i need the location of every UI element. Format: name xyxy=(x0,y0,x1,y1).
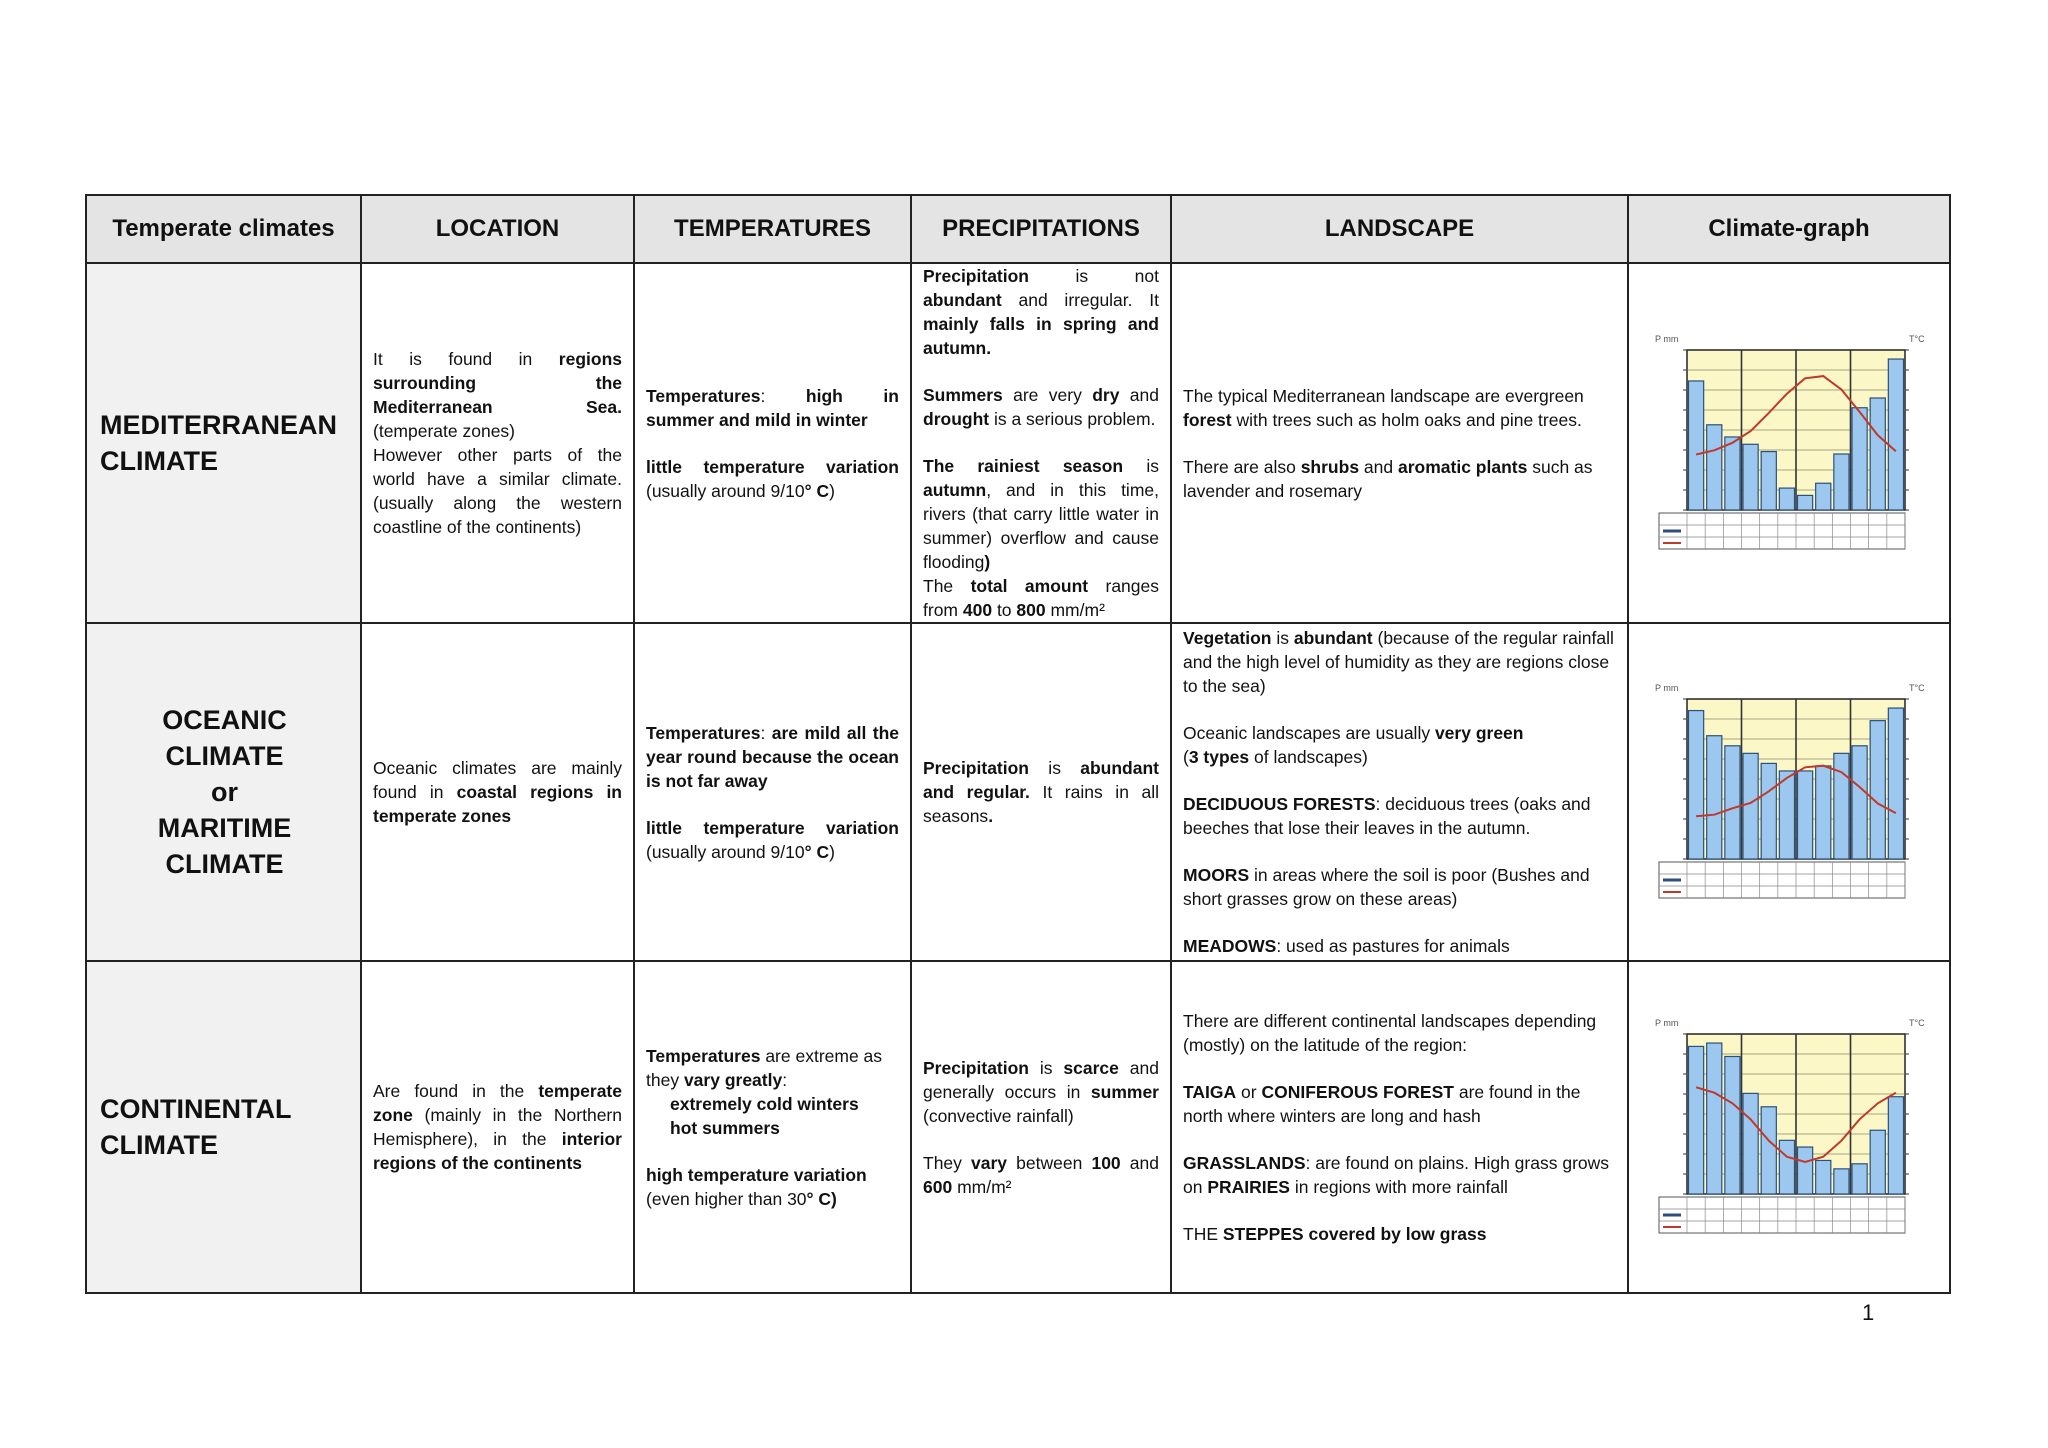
bold-text: Vegetation xyxy=(1183,628,1272,648)
text-run: ) xyxy=(829,480,835,501)
bold-text: ° C) xyxy=(806,1188,837,1209)
bold-text: 600 xyxy=(923,1176,953,1197)
bold-text: ° C xyxy=(804,841,830,862)
paragraph-gap xyxy=(923,431,1159,454)
bold-text: Precipitation xyxy=(923,758,1029,778)
precipitation-bar xyxy=(1689,1046,1704,1194)
precipitation-bar xyxy=(1743,753,1758,859)
location-cell xyxy=(361,263,634,623)
text-run: or xyxy=(1236,1081,1262,1102)
text-run: is xyxy=(1271,628,1294,648)
text-run: The xyxy=(923,576,971,596)
climate-name-cell xyxy=(86,263,361,623)
precipitation-bar xyxy=(1707,425,1722,510)
bold-text: 800 xyxy=(1016,600,1046,620)
bold-text: abundant and regular. xyxy=(923,758,1159,802)
paragraph xyxy=(1183,1151,1616,1199)
text-run: : used as pastures for animals xyxy=(1276,936,1510,956)
text-run: : are found on plains. High grass grows on xyxy=(1183,1152,1610,1197)
bold-text: summer xyxy=(1090,1081,1159,1102)
bold-text: dry xyxy=(1092,385,1120,405)
paragraph xyxy=(646,721,899,793)
bold-text: abundant xyxy=(923,290,1002,310)
precipitation-bar xyxy=(1816,1160,1831,1194)
bold-text: vary greatly xyxy=(683,1069,783,1090)
text-run: Are found in the xyxy=(373,1081,539,1101)
precipitation-bar xyxy=(1779,771,1794,859)
paragraph-gap xyxy=(1183,1199,1616,1222)
bold-text: hot summers xyxy=(670,1117,780,1138)
bold-text: autumn xyxy=(923,480,987,500)
bold-text: total amount xyxy=(970,576,1089,596)
precipitation-bar xyxy=(1816,483,1831,510)
paragraph xyxy=(1183,1080,1616,1128)
bold-text: shrubs xyxy=(1300,456,1360,477)
precipitation-bar xyxy=(1852,408,1867,510)
row-mediterranean xyxy=(86,263,1950,623)
text-run: are very xyxy=(1002,385,1093,405)
text-run: (temperate zones) xyxy=(373,421,516,441)
bold-text: . xyxy=(988,806,994,826)
climates-table xyxy=(85,194,1951,1294)
paragraph xyxy=(923,574,1159,622)
precipitation-bar xyxy=(1689,711,1704,859)
bold-text: interior regions of the continents xyxy=(373,1129,622,1173)
text-run: and generally occurs in xyxy=(923,1057,1159,1102)
text-run: in regions with more rainfall xyxy=(1289,1176,1508,1197)
precipitation-bar xyxy=(1852,1164,1867,1194)
text-run: to xyxy=(992,600,1017,620)
precipitation-bar xyxy=(1725,437,1740,510)
text-run: Oceanic climates are mainly found in xyxy=(373,758,622,802)
text-run: THE xyxy=(1183,1223,1223,1244)
paragraph-gap xyxy=(1183,432,1616,455)
precipitation-bar xyxy=(1870,1130,1885,1194)
bold-text: GRASSLANDS xyxy=(1183,1152,1306,1173)
bold-text: high temperature variation xyxy=(646,1164,867,1185)
bold-text: aromatic plants xyxy=(1398,456,1528,477)
paragraph-gap xyxy=(923,1128,1159,1151)
paragraph xyxy=(923,756,1159,828)
climate-graph-cell xyxy=(1628,263,1950,623)
paragraph xyxy=(1183,455,1616,503)
text-run: are found in the north where winters are long and hash xyxy=(1183,1081,1581,1126)
bold-text: temperate zone xyxy=(373,1081,622,1125)
text-run: The typical Mediterranean landscape are evergreen xyxy=(1183,385,1584,406)
text-run: : xyxy=(760,722,772,743)
left-axis-label: P mm xyxy=(1655,683,1679,693)
landscape-cell xyxy=(1171,961,1628,1293)
text-run: There are also xyxy=(1183,456,1301,477)
climate-name-cell xyxy=(86,623,361,961)
text-run: and xyxy=(1120,1152,1159,1173)
precipitation-bar xyxy=(1725,1056,1740,1194)
paragraph xyxy=(646,1163,899,1211)
text-run: is xyxy=(1029,758,1081,778)
text-run: is xyxy=(1123,456,1160,476)
bold-text: little temperature variation xyxy=(646,456,899,477)
climate-name-line: CLIMATE xyxy=(100,1130,218,1160)
bold-text: 400 xyxy=(962,600,993,620)
paragraph-gap xyxy=(1183,1128,1616,1151)
precipitation-bar xyxy=(1852,746,1867,859)
bold-text: TAIGA xyxy=(1183,1081,1237,1102)
bold-text: scarce xyxy=(1063,1057,1119,1078)
bold-text: are mild all the year round because the ocean is not far away xyxy=(646,722,899,791)
paragraph-gap xyxy=(1183,840,1616,863)
paragraph xyxy=(1183,934,1616,958)
paragraph-gap xyxy=(646,432,899,455)
climate-graph xyxy=(1647,677,1931,907)
precipitations-cell xyxy=(911,961,1171,1293)
paragraph xyxy=(373,756,622,828)
text-run: : xyxy=(760,385,806,406)
bold-text: coastal regions in temperate zones xyxy=(373,782,622,826)
bold-text: DECIDUOUS FORESTS xyxy=(1183,794,1376,814)
text-run: mm/m² xyxy=(952,1176,1012,1197)
precipitation-bar xyxy=(1798,771,1813,859)
right-axis-label: T°C xyxy=(1909,334,1925,344)
text-run: with trees such as holm oaks and pine trees. xyxy=(1231,409,1582,430)
precipitation-bar xyxy=(1725,746,1740,859)
climate-graph-cell xyxy=(1628,623,1950,961)
precipitation-bar xyxy=(1798,1147,1813,1194)
text-run: such as lavender and rosemary xyxy=(1183,456,1593,501)
climate-name-cell xyxy=(86,961,361,1293)
precipitation-bar xyxy=(1761,452,1776,510)
bold-text: forest xyxy=(1183,409,1232,430)
precipitation-bar xyxy=(1888,359,1903,510)
text-run: (usually around 9/10 xyxy=(646,841,805,862)
precipitations-cell xyxy=(911,263,1171,623)
text-run: of landscapes) xyxy=(1249,747,1368,767)
bold-text: ° C xyxy=(804,480,830,501)
paragraph-gap xyxy=(646,793,899,816)
bold-text: regions surrounding the Mediterranean Sea. xyxy=(373,349,622,417)
bold-text: very green xyxy=(1434,723,1524,743)
paragraph xyxy=(1183,863,1616,911)
landscape-cell xyxy=(1171,623,1628,961)
text-run: and xyxy=(1119,385,1159,405)
temperatures-cell xyxy=(634,263,911,623)
bold-text: Temperatures xyxy=(646,1045,761,1066)
precipitation-bar xyxy=(1798,495,1813,510)
text-run: It is found in xyxy=(373,349,559,369)
text-run: There are different continental landscapes depending (mostly) on the latitude of the region: xyxy=(1183,1010,1597,1055)
text-run: ( xyxy=(1183,747,1189,767)
text-run: It rains in all seasons xyxy=(923,782,1160,826)
text-run: is a serious problem. xyxy=(989,409,1156,429)
bold-text: 3 types xyxy=(1188,747,1250,767)
precipitation-bar xyxy=(1834,1169,1849,1194)
paragraph xyxy=(1183,1222,1616,1246)
paragraph xyxy=(646,384,899,432)
paragraph xyxy=(646,455,899,503)
paragraph xyxy=(373,1079,622,1175)
precipitation-bar xyxy=(1888,1097,1903,1194)
paragraph xyxy=(1183,384,1616,432)
precipitation-bar xyxy=(1870,398,1885,510)
header-location: LOCATION xyxy=(361,195,634,263)
row-continental xyxy=(86,961,1950,1293)
text-run: : xyxy=(782,1069,788,1090)
header-landscape: LANDSCAPE xyxy=(1171,195,1628,263)
bold-text: Temperatures xyxy=(646,722,761,743)
precipitation-bar xyxy=(1761,763,1776,859)
paragraph xyxy=(646,1092,899,1116)
bold-text: Precipitation xyxy=(923,1057,1029,1078)
paragraph xyxy=(373,443,622,539)
paragraph xyxy=(923,1151,1159,1199)
data-table xyxy=(1659,862,1905,898)
data-table xyxy=(1659,1197,1905,1233)
header-temperatures: TEMPERATURES xyxy=(634,195,911,263)
text-run: (usually around 9/10 xyxy=(646,480,805,501)
text-run: ranges from xyxy=(923,576,1159,620)
bold-text: ) xyxy=(984,552,991,572)
paragraph xyxy=(1183,1009,1616,1057)
precipitation-bar xyxy=(1761,1107,1776,1194)
text-run: is not xyxy=(1029,266,1159,286)
text-run: , and in this time, rivers (that carry little water in summer) overflow and cause flooding xyxy=(923,480,1159,572)
text-run: (because of the regular rainfall and the high level of humidity as they are regions close to the sea) xyxy=(1183,628,1614,696)
text-run: : deciduous trees (oaks and beeches that lose their leaves in the autumn. xyxy=(1183,794,1591,838)
text-run: mm/m² xyxy=(1045,600,1105,620)
climate-name-line: MEDITERRANEAN xyxy=(100,410,338,440)
bold-text: mainly falls in spring and autumn. xyxy=(923,314,1159,358)
text-run: Oceanic landscapes are usually xyxy=(1183,723,1435,743)
climate-name-line: MARITIME CLIMATE xyxy=(157,813,292,879)
text-run: between xyxy=(1007,1152,1092,1173)
text-run: (mainly in the Northern Hemisphere), in the xyxy=(373,1105,622,1149)
paragraph-gap xyxy=(1183,698,1616,721)
paragraph xyxy=(923,264,1159,360)
header-precipitations: PRECIPITATIONS xyxy=(911,195,1171,263)
text-run: and irregular. It xyxy=(1001,290,1159,310)
paragraph xyxy=(1183,626,1616,698)
bold-text: The rainiest season xyxy=(923,456,1124,476)
precipitation-bar xyxy=(1689,381,1704,510)
paragraph xyxy=(646,1116,899,1140)
text-run: and xyxy=(1359,456,1398,477)
text-run: are extreme as they xyxy=(646,1045,883,1090)
precipitation-bar xyxy=(1707,1043,1722,1194)
header-temperate-climates: Temperate climates xyxy=(86,195,361,263)
precipitation-bar xyxy=(1707,736,1722,859)
location-cell xyxy=(361,623,634,961)
temperatures-cell xyxy=(634,623,911,961)
text-run: (even higher than 30 xyxy=(646,1188,807,1209)
paragraph-gap xyxy=(923,360,1159,383)
paragraph xyxy=(1183,745,1616,769)
text-run: (convective rainfall) xyxy=(923,1105,1074,1126)
paragraph xyxy=(1183,792,1616,840)
precipitation-bar xyxy=(1779,488,1794,510)
precipitation-bar xyxy=(1834,454,1849,510)
precipitation-bar xyxy=(1743,444,1758,510)
paragraph xyxy=(923,454,1159,574)
bold-text: MOORS xyxy=(1183,865,1250,885)
left-axis-label: P mm xyxy=(1655,1018,1679,1028)
climate-graph xyxy=(1647,328,1931,558)
precipitation-bar xyxy=(1870,721,1885,859)
data-table xyxy=(1659,513,1905,549)
climate-graph xyxy=(1647,1012,1931,1242)
precipitation-bar xyxy=(1816,766,1831,859)
row-oceanic xyxy=(86,623,1950,961)
text-run: is xyxy=(1029,1057,1064,1078)
bold-text: PRAIRIES xyxy=(1207,1176,1290,1197)
right-axis-label: T°C xyxy=(1909,683,1925,693)
header-climate-graph: Climate-graph xyxy=(1628,195,1950,263)
bold-text: extremely cold winters xyxy=(670,1093,859,1114)
bold-text: CONIFEROUS FOREST xyxy=(1261,1081,1454,1102)
bold-text: 100 xyxy=(1091,1152,1121,1173)
climate-name-line: or xyxy=(211,777,238,807)
text-run: However other parts of the world have a similar climate. (usually along the western coastline of the continents) xyxy=(373,445,622,537)
bold-text: abundant xyxy=(1293,628,1373,648)
right-axis-label: T°C xyxy=(1909,1018,1925,1028)
text-run: in areas where the soil is poor (Bushes and short grasses grow on these areas) xyxy=(1183,865,1590,909)
text-run: They xyxy=(923,1152,972,1173)
precipitation-bar xyxy=(1779,1140,1794,1194)
paragraph-gap xyxy=(1183,1057,1616,1080)
climate-graph-cell xyxy=(1628,961,1950,1293)
bold-text: Summers xyxy=(923,385,1003,405)
climate-name-line: CLIMATE xyxy=(100,446,218,476)
temperatures-cell xyxy=(634,961,911,1293)
precipitations-cell xyxy=(911,623,1171,961)
bold-text: little temperature variation xyxy=(646,817,899,838)
paragraph xyxy=(1183,721,1616,745)
text-run: ) xyxy=(829,841,835,862)
paragraph xyxy=(646,816,899,864)
bold-text: high in summer and mild in winter xyxy=(646,385,899,430)
bold-text: Temperatures xyxy=(646,385,761,406)
bold-text: Precipitation xyxy=(923,266,1029,286)
climate-name-line: OCEANIC CLIMATE xyxy=(162,705,287,771)
climate-name-line: CONTINENTAL xyxy=(100,1094,292,1124)
bold-text: MEADOWS xyxy=(1183,936,1277,956)
location-cell xyxy=(361,961,634,1293)
paragraph xyxy=(373,347,622,443)
header-row xyxy=(86,195,1950,263)
precipitation-bar xyxy=(1743,1093,1758,1194)
page-number: 1 xyxy=(1862,1300,1875,1325)
precipitation-bar xyxy=(1888,708,1903,859)
paragraph-gap xyxy=(1183,769,1616,792)
left-axis-label: P mm xyxy=(1655,334,1679,344)
paragraph xyxy=(646,1044,899,1092)
landscape-cell xyxy=(1171,263,1628,623)
paragraph-gap xyxy=(1183,911,1616,934)
paragraph-gap xyxy=(646,1140,899,1163)
bold-text: vary xyxy=(971,1152,1008,1173)
bold-text: drought xyxy=(923,409,990,429)
paragraph xyxy=(923,383,1159,431)
paragraph xyxy=(923,1056,1159,1128)
bold-text: STEPPES covered by low grass xyxy=(1222,1223,1487,1244)
